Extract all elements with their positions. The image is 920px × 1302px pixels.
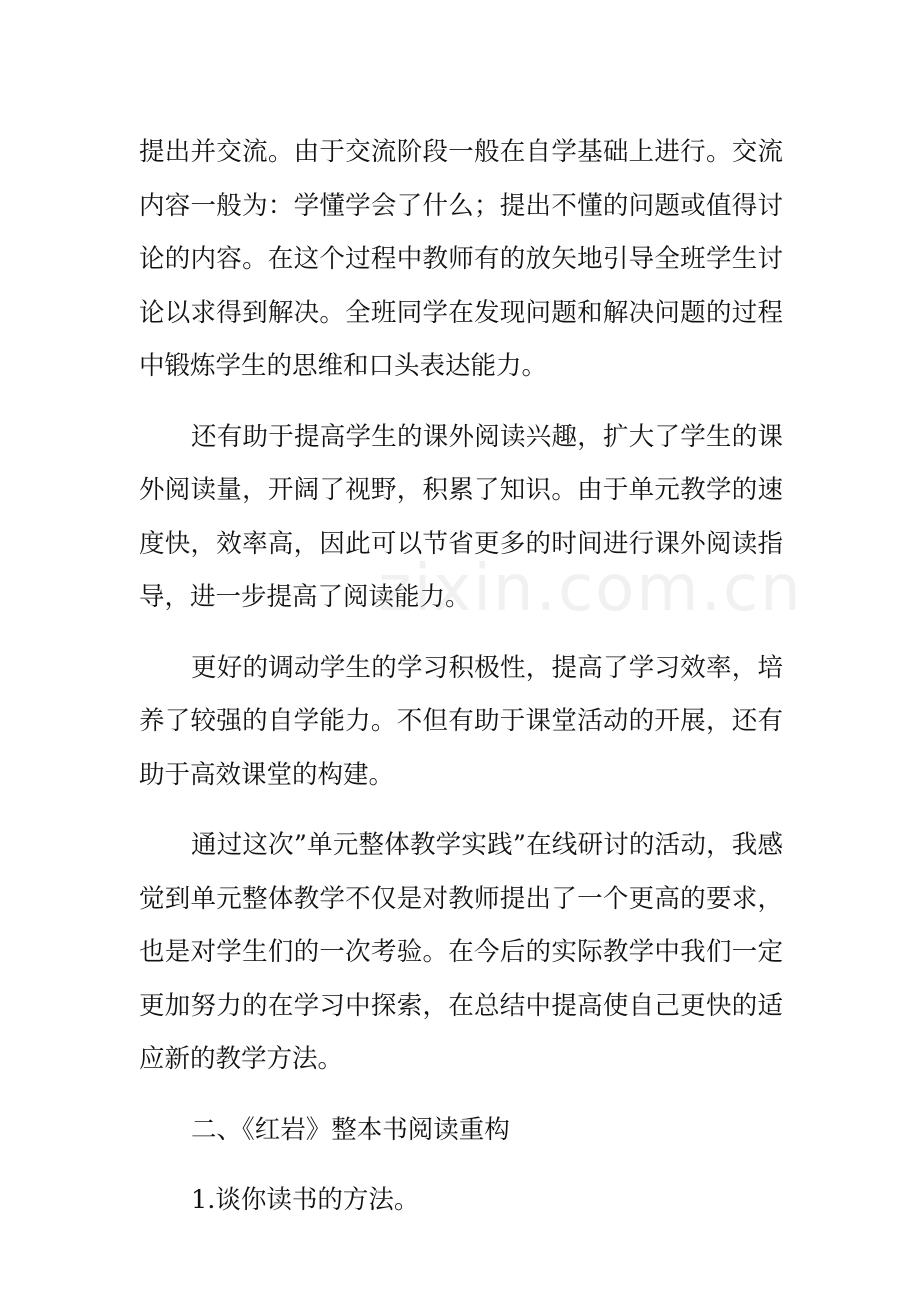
document-body xyxy=(139,126,783,1228)
watermark-text: zixin.com.cn xyxy=(378,552,803,626)
paragraph-reflection: 通过这次”单元整体教学实践”在线研讨的活动，我感觉到单元整体教学不仅是对教师提出了一个更高的要求，也是对学生们的一次考验。在今后的实际教学中我们一定更加努力的在学习中探索，在总结中提高使自己更快的适应新的教学方法。 xyxy=(139,830,783,1074)
section-heading-hongyan: 二、《红岩》整本书阅读重构 xyxy=(191,1114,510,1145)
paragraph-reading-interest: 还有助于提高学生的课外阅读兴趣，扩大了学生的课外阅读量，开阔了视野，积累了知识。由于单元教学的速度快，效率高，因此可以节省更多的时间进行课外阅读指导，进一步提高了阅读能力。 xyxy=(139,421,783,612)
list-item-reading-method: 1.谈你读书的方法。 xyxy=(191,1185,420,1215)
paragraph-motivation: 更好的调动学生的学习积极性，提高了学习效率，培养了较强的自学能力。不但有助于课堂活动的开展，还有助于高效课堂的构建。 xyxy=(139,652,783,790)
paragraph-continued: 提出并交流。由于交流阶段一般在自学基础上进行。交流内容一般为：学懂学会了什么；提出不懂的问题或值得讨论的内容。在这个过程中教师有的放矢地引导全班学生讨论以求得到解决。全班同学在发现问题和解决问题的过程中锻炼学生的思维和口头表达能力。 xyxy=(139,137,783,381)
